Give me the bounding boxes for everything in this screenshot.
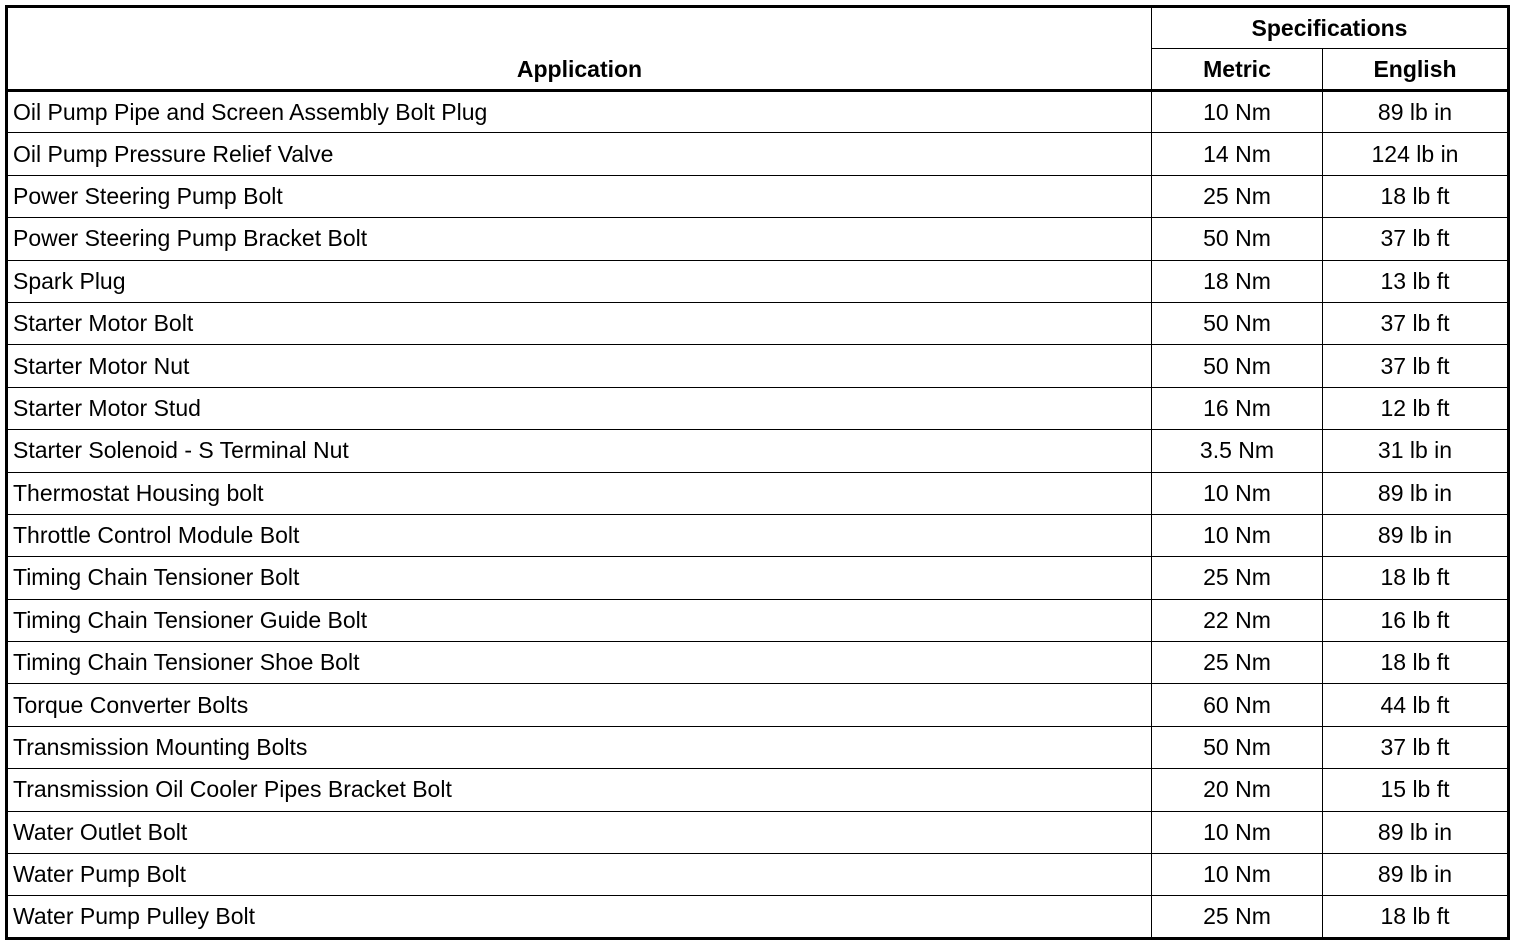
english-cell: 37 lb ft [1323, 218, 1509, 260]
application-cell: Power Steering Pump Bolt [7, 175, 1152, 217]
application-cell: Transmission Mounting Bolts [7, 726, 1152, 768]
application-cell: Starter Motor Bolt [7, 302, 1152, 344]
table-header [7, 7, 1509, 91]
table-row [7, 472, 1509, 514]
torque-spec-table [5, 5, 1510, 940]
application-cell: Starter Solenoid - S Terminal Nut [7, 430, 1152, 472]
english-cell: 18 lb ft [1323, 896, 1509, 938]
application-cell: Water Outlet Bolt [7, 811, 1152, 853]
header-row-top [7, 7, 1509, 49]
application-cell: Torque Converter Bolts [7, 684, 1152, 726]
english-cell: 16 lb ft [1323, 599, 1509, 641]
application-header: Application [7, 7, 1152, 91]
application-cell: Water Pump Pulley Bolt [7, 896, 1152, 938]
table-row [7, 345, 1509, 387]
english-cell: 124 lb in [1323, 133, 1509, 175]
english-cell: 12 lb ft [1323, 387, 1509, 429]
table-row [7, 302, 1509, 344]
application-cell: Starter Motor Stud [7, 387, 1152, 429]
metric-cell: 25 Nm [1152, 896, 1323, 938]
metric-cell: 14 Nm [1152, 133, 1323, 175]
english-cell: 89 lb in [1323, 472, 1509, 514]
application-cell: Timing Chain Tensioner Bolt [7, 557, 1152, 599]
table-row [7, 514, 1509, 556]
application-cell: Timing Chain Tensioner Shoe Bolt [7, 642, 1152, 684]
metric-cell: 10 Nm [1152, 811, 1323, 853]
english-cell: 37 lb ft [1323, 302, 1509, 344]
application-cell: Power Steering Pump Bracket Bolt [7, 218, 1152, 260]
metric-cell: 10 Nm [1152, 472, 1323, 514]
english-cell: 15 lb ft [1323, 769, 1509, 811]
english-cell: 18 lb ft [1323, 557, 1509, 599]
application-cell: Oil Pump Pipe and Screen Assembly Bolt Plug [7, 91, 1152, 133]
table-row [7, 896, 1509, 938]
table-row [7, 769, 1509, 811]
table-row [7, 726, 1509, 768]
english-cell: 89 lb in [1323, 811, 1509, 853]
metric-cell: 60 Nm [1152, 684, 1323, 726]
metric-cell: 50 Nm [1152, 726, 1323, 768]
metric-cell: 50 Nm [1152, 345, 1323, 387]
table-row [7, 387, 1509, 429]
table-row [7, 642, 1509, 684]
table-row [7, 91, 1509, 133]
metric-cell: 25 Nm [1152, 175, 1323, 217]
metric-cell: 10 Nm [1152, 854, 1323, 896]
table-row [7, 684, 1509, 726]
english-cell: 18 lb ft [1323, 642, 1509, 684]
table-row [7, 260, 1509, 302]
table-row [7, 430, 1509, 472]
metric-cell: 25 Nm [1152, 642, 1323, 684]
application-cell: Thermostat Housing bolt [7, 472, 1152, 514]
application-cell: Transmission Oil Cooler Pipes Bracket Bolt [7, 769, 1152, 811]
table-row [7, 218, 1509, 260]
metric-cell: 20 Nm [1152, 769, 1323, 811]
table-row [7, 811, 1509, 853]
table-row [7, 599, 1509, 641]
english-cell: 18 lb ft [1323, 175, 1509, 217]
metric-cell: 50 Nm [1152, 218, 1323, 260]
application-cell: Water Pump Bolt [7, 854, 1152, 896]
english-cell: 89 lb in [1323, 854, 1509, 896]
metric-cell: 18 Nm [1152, 260, 1323, 302]
table-row [7, 854, 1509, 896]
application-cell: Throttle Control Module Bolt [7, 514, 1152, 556]
english-cell: 37 lb ft [1323, 726, 1509, 768]
table-row [7, 557, 1509, 599]
table-row [7, 133, 1509, 175]
english-cell: 31 lb in [1323, 430, 1509, 472]
english-cell: 44 lb ft [1323, 684, 1509, 726]
metric-cell: 25 Nm [1152, 557, 1323, 599]
english-cell: 37 lb ft [1323, 345, 1509, 387]
metric-cell: 22 Nm [1152, 599, 1323, 641]
metric-cell: 10 Nm [1152, 514, 1323, 556]
metric-cell: 3.5 Nm [1152, 430, 1323, 472]
english-cell: 89 lb in [1323, 514, 1509, 556]
application-cell: Oil Pump Pressure Relief Valve [7, 133, 1152, 175]
metric-cell: 50 Nm [1152, 302, 1323, 344]
metric-header: Metric [1152, 49, 1323, 91]
application-cell: Starter Motor Nut [7, 345, 1152, 387]
application-cell: Timing Chain Tensioner Guide Bolt [7, 599, 1152, 641]
metric-cell: 16 Nm [1152, 387, 1323, 429]
table-row [7, 175, 1509, 217]
table-body [7, 91, 1509, 939]
english-cell: 89 lb in [1323, 91, 1509, 133]
specifications-header: Specifications [1152, 7, 1509, 49]
application-cell: Spark Plug [7, 260, 1152, 302]
english-cell: 13 lb ft [1323, 260, 1509, 302]
english-header: English [1323, 49, 1509, 91]
metric-cell: 10 Nm [1152, 91, 1323, 133]
